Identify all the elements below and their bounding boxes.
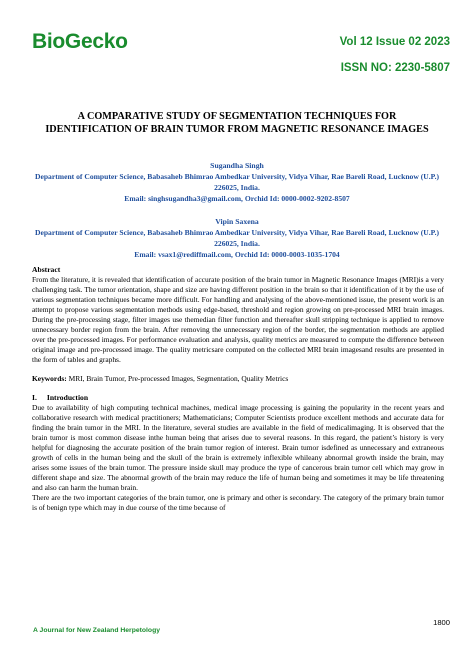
author-affiliation: Department of Computer Science, Babasaheb Bhimrao Ambedkar University, Vidya Vihar, Rae Bareli Road, Lucknow (U.P.) 226025, India. <box>34 172 440 192</box>
author-name: Vipin Saxena <box>215 217 259 226</box>
journal-logo: BioGecko <box>32 30 128 53</box>
issn-number: ISSN NO: 2230-5807 <box>340 62 450 74</box>
author-name: Sugandha Singh <box>210 161 264 170</box>
author-2 <box>34 216 440 260</box>
paper-body <box>32 265 444 513</box>
paper-title: A COMPARATIVE STUDY OF SEGMENTATION TECHNIQUES FOR IDENTIFICATION OF BRAIN TUMOR FROM MAGNETIC RESONANCE IMAGES <box>45 111 429 135</box>
section-number: I. <box>32 393 37 402</box>
page-number: 1800 <box>433 618 450 627</box>
author-block <box>34 160 440 272</box>
section-title: Introduction <box>46 393 89 402</box>
author-affiliation: Department of Computer Science, Babasaheb Bhimrao Ambedkar University, Vidya Vihar, Rae Bareli Road, Lucknow (U.P.) 226025, India. <box>34 228 440 248</box>
author-email: Email: singhsugandha3@gmail.com, Orchid Id: 0000-0002-9202-8507 <box>124 194 350 203</box>
author-1 <box>34 160 440 204</box>
abstract-text: From the literature, it is revealed that identification of accurate position of the brain tumor in Magnetic Resonance Images (MRI)is a very challenging task. The tumor orientation, shape and size are having different position in the brain so that it identification of it by the use of various segmentation techniques became more difficult. For handling and analysing of the above-mentioned issue, the present work is an attempt to propose various segmentation methods using edge-based, threshold and region growing on pre-processed MRI brain images. During the pre-processing stage, filter images use themedian filter function and thereafter skull stripping technique is applied to remove unnecessary border region from the brain. After removing the unnecessary region of the border, the segmentation methods are applied over the pre-processed images. For performance evaluation and analysis, quality metrics are measured to compute the difference between original image and pre-processed image. The quality metricsare computed on the collected MRI brain imagesand results are presented in the form of tables and graphs. <box>32 275 444 364</box>
keywords-line <box>32 374 444 384</box>
keywords-label: Keywords: <box>32 374 67 383</box>
intro-paragraph-2: There are the two important categories of the brain tumor, one is primary and other is secondary. The category of the primary brain tumor is of benign type which may in due course of the time because of <box>32 493 444 512</box>
volume-issue: Vol 12 Issue 02 2023 <box>339 36 450 48</box>
keywords-text: MRI, Brain Tumor, Pre-processed Images, Segmentation, Quality Metrics <box>66 374 289 383</box>
author-email: Email: vsax1@rediffmail.com, Orchid Id: 0000-0003-1035-1704 <box>134 250 340 259</box>
abstract-heading: Abstract <box>32 265 61 274</box>
section-heading <box>32 393 444 403</box>
footer-journal-name: A Journal for New Zealand Herpetology <box>33 627 161 634</box>
intro-paragraph-1: Due to availability of high computing technical machines, medical image processing is gaining the popularity in the recent years and collaborative research with medical practitioners; Mathematicians; Computer Scientists produce excellent methods and accurate data for finding the brain tumor in the MRI. In the literature, several studies are available in the field of medicalimaging. It is observed that the brain tumor is most common disease inthe human being that arises due to several reasons. In this regard, the patient’s history is very helpful for diagnosing the accurate position of the brain tumor region of interest. Brain tumor isdefined as unnecessary and extraneous growth of cells in the human being and the skull of the brain is extremely inflexible whileany abnormal growth inside the brain, may arises some issues of the brain tumor. The pressure inside skull may produce the type of cancerous brain tumor cell which may grow in different shape and size. The abnormal growth of the brain may reduce the life of human being and sometimes it may be life threatening and also can harm the human brain. <box>32 403 444 492</box>
